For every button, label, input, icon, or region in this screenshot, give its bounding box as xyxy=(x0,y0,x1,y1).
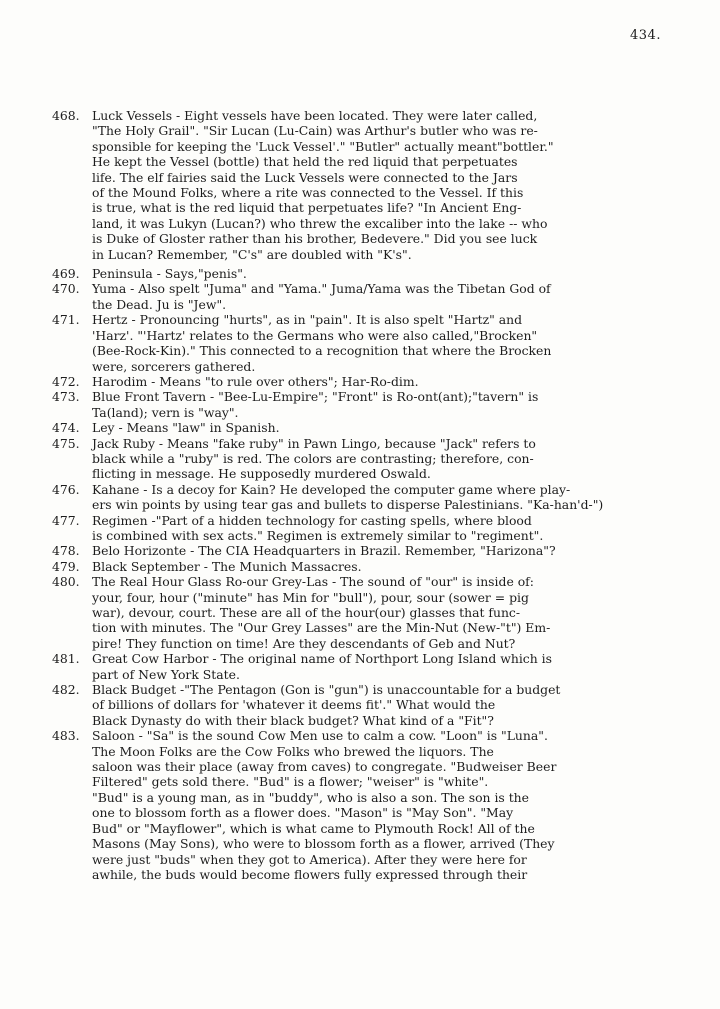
entry-text-line: ers win points by using tear gas and bullets to disperse Palestinians. "Ka-han'd-") xyxy=(92,497,604,513)
entry-number: 480. xyxy=(52,574,80,590)
entry-text-line: Bud" or "Mayflower", which is what came to Plymouth Rock! All of the xyxy=(92,820,535,836)
entry-text-line: 'Harz'. "'Hartz' relates to the Germans who were also called,"Brocken" xyxy=(92,327,538,343)
glossary-entry xyxy=(52,543,712,558)
page-number: 434. xyxy=(630,28,661,43)
entry-text-line: were just "buds" when they got to America). After they were here for xyxy=(92,851,527,867)
entry-text-line: part of New York State. xyxy=(92,666,240,682)
entry-number: 473. xyxy=(52,389,80,405)
glossary-entry xyxy=(52,651,712,682)
entry-text-line: (Bee-Rock-Kin)." This connected to a recognition that where the Brocken xyxy=(92,343,552,359)
entry-text-line: is combined with sex acts." Regimen is extremely similar to "regiment". xyxy=(92,527,544,543)
entry-text-line: Belo Horizonte - The CIA Headquarters in Brazil. Remember, "Harizona"? xyxy=(92,543,556,559)
entry-text-line: Black Dynasty do with their black budget? What kind of a "Fit"? xyxy=(92,712,494,728)
entry-number: 475. xyxy=(52,435,80,451)
entry-text-line: of the Mound Folks, where a rite was connected to the Vessel. If this xyxy=(92,185,524,201)
entry-text-line: sponsible for keeping the 'Luck Vessel'." "Butler" actually meant"bottler." xyxy=(92,138,554,154)
entry-text-line: "The Holy Grail". "Sir Lucan (Lu-Cain) was Arthur's butler who was re- xyxy=(92,123,538,139)
entry-text-line: Ley - Means "law" in Spanish. xyxy=(92,420,280,436)
entry-text-line: flicting in message. He supposedly murdered Oswald. xyxy=(92,466,431,482)
entry-text-line: your, four, hour ("minute" has Min for "bull"), pour, sour (sower = pig xyxy=(92,589,529,605)
glossary-entry xyxy=(52,513,712,544)
entry-text-line: "Bud" is a young man, as in "buddy", who is also a son. The son is the xyxy=(92,789,529,805)
entry-text-line: land, it was Lukyn (Lucan?) who threw the excaliber into the lake -- who xyxy=(92,215,548,231)
entry-text-line: black while a "ruby" is red. The colors are contrasting; therefore, con- xyxy=(92,450,534,466)
glossary-entry xyxy=(52,436,712,482)
entry-text-line: Saloon - "Sa" is the sound Cow Men use to calm a cow. "Loon" is "Luna". xyxy=(92,728,548,744)
entry-text-line: Regimen -"Part of a hidden technology for casting spells, where blood xyxy=(92,512,532,528)
entry-text-line: The Moon Folks are the Cow Folks who brewed the liquors. The xyxy=(92,743,494,759)
entry-number: 476. xyxy=(52,481,80,497)
entry-text-line: Jack Ruby - Means "fake ruby" in Pawn Lingo, because "Jack" refers to xyxy=(92,435,536,451)
glossary-entry xyxy=(52,266,712,281)
entry-text-line: of billions of dollars for 'whatever it deems fit'." What would the xyxy=(92,697,496,713)
entry-number: 478. xyxy=(52,543,80,559)
entry-number: 482. xyxy=(52,682,80,698)
entry-text-line: Harodim - Means "to rule over others"; Har-Ro-dim. xyxy=(92,373,419,389)
entry-number: 479. xyxy=(52,558,80,574)
entry-text-line: were, sorcerers gathered. xyxy=(92,358,256,374)
entry-number: 469. xyxy=(52,266,80,282)
entry-number: 477. xyxy=(52,512,80,528)
entry-number: 470. xyxy=(52,281,80,297)
entry-number: 481. xyxy=(52,651,80,667)
glossary-entry xyxy=(52,374,712,389)
entry-text-line: Luck Vessels - Eight vessels have been located. They were later called, xyxy=(92,108,538,123)
glossary-entry xyxy=(52,389,712,420)
entry-text-line: Kahane - Is a decoy for Kain? He developed the computer game where play- xyxy=(92,481,571,497)
entry-text-line: Yuma - Also spelt "Juma" and "Yama." Juma/Yama was the Tibetan God of xyxy=(92,281,551,297)
entry-text-line: is true, what is the red liquid that perpetuates life? "In Ancient Eng- xyxy=(92,200,522,216)
entry-text-line: saloon was their place (away from caves) to congregate. "Budweiser Beer xyxy=(92,759,557,775)
entry-text-line: war), devour, court. These are all of the hour(our) glasses that func- xyxy=(92,605,521,620)
glossary-entries xyxy=(52,108,712,882)
entry-text-line: Blue Front Tavern - "Bee-Lu-Empire"; "Front" is Ro-ont(ant);"tavern" is xyxy=(92,389,539,405)
entry-text-line: Peninsula - Says,"penis". xyxy=(92,266,247,282)
entry-text-line: awhile, the buds would become flowers fully expressed through their xyxy=(92,866,528,882)
entry-text-line: life. The elf fairies said the Luck Vessels were connected to the Jars xyxy=(92,169,518,185)
entry-text-line: one to blossom forth as a flower does. "Mason" is "May Son". "May xyxy=(92,805,514,821)
entry-number: 472. xyxy=(52,373,80,389)
entry-number: 483. xyxy=(52,728,80,744)
entry-number: 471. xyxy=(52,312,80,328)
glossary-entry xyxy=(52,281,712,312)
entry-text-line: He kept the Vessel (bottle) that held the red liquid that perpetuates xyxy=(92,154,518,170)
glossary-entry xyxy=(52,482,712,513)
entry-text-line: Black Budget -"The Pentagon (Gon is "gun") is unaccountable for a budget xyxy=(92,682,561,698)
entry-text-line: the Dead. Ju is "Jew". xyxy=(92,296,227,312)
entry-text-line: is Duke of Gloster rather than his brother, Bedevere." Did you see luck xyxy=(92,231,538,247)
entry-text-line: Great Cow Harbor - The original name of Northport Long Island which is xyxy=(92,651,552,667)
glossary-entry xyxy=(52,559,712,574)
entry-text-line: Masons (May Sons), who were to blossom forth as a flower, arrived (They xyxy=(92,836,555,852)
entry-text-line: Ta(land); vern is "way". xyxy=(92,404,239,420)
entry-text-line: pire! They function on time! Are they descendants of Geb and Nut? xyxy=(92,635,516,651)
glossary-entry xyxy=(52,574,712,651)
glossary-entry xyxy=(52,682,712,728)
entry-text-line: Hertz - Pronouncing "hurts", as in "pain". It is also spelt "Hartz" and xyxy=(92,312,523,328)
entry-text-line: Black September - The Munich Massacres. xyxy=(92,558,362,574)
entry-text-line: in Lucan? Remember, "C's" are doubled with "K's". xyxy=(92,246,412,262)
entry-text-line: The Real Hour Glass Ro-our Grey-Las - The sound of "our" is inside of: xyxy=(92,574,534,590)
entry-number: 474. xyxy=(52,420,80,436)
entry-number: 468. xyxy=(52,108,80,123)
glossary-entry xyxy=(52,728,712,882)
glossary-entry xyxy=(52,312,712,374)
entry-text-line: tion with minutes. The "Our Grey Lasses" are the Min-Nut (New-"t") Em- xyxy=(92,620,551,636)
entry-text-line: Filtered" gets sold there. "Bud" is a flower; "weiser" is "white". xyxy=(92,774,489,790)
glossary-entry xyxy=(52,420,712,435)
glossary-entry xyxy=(52,108,712,262)
